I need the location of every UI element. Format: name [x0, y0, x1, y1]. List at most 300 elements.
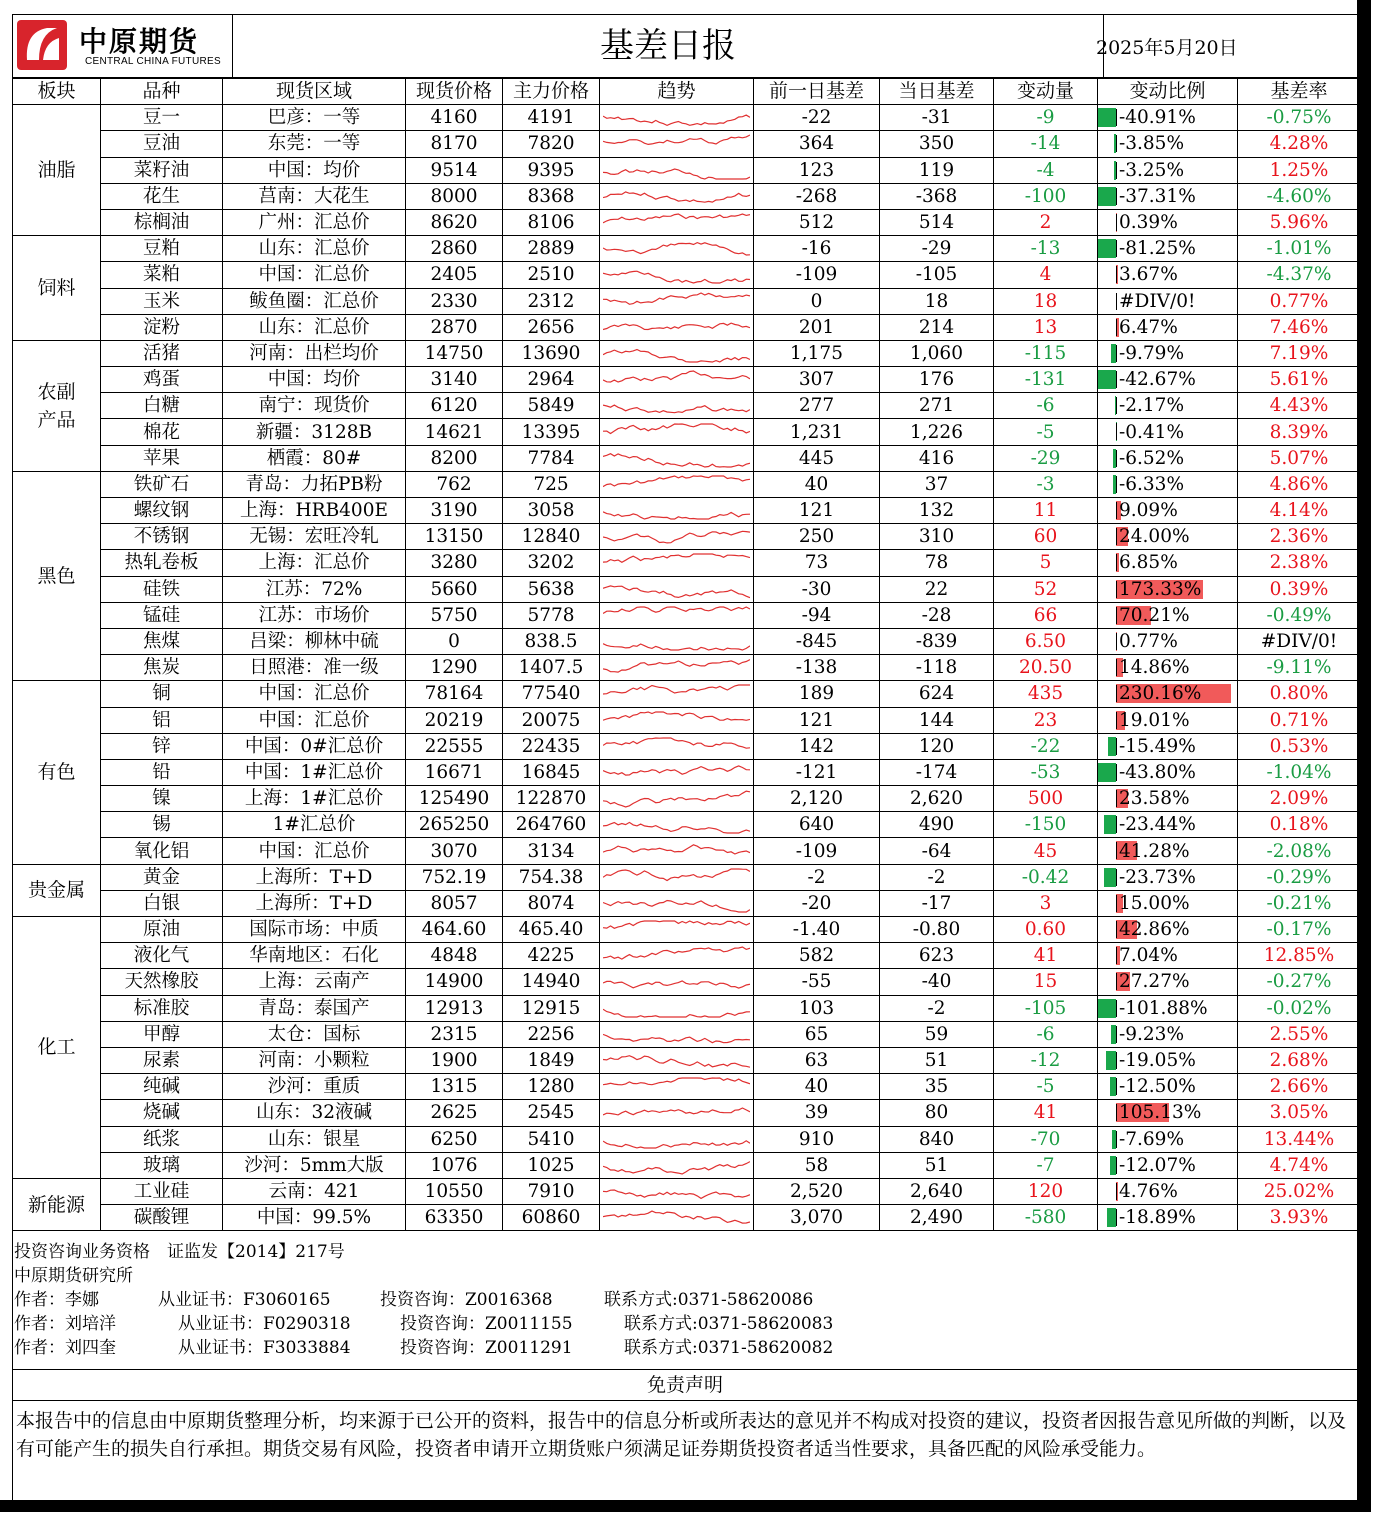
table-body: [13, 105, 1361, 1231]
prev-basis-cell: 2,120: [754, 786, 880, 812]
change-ratio-cell: [1098, 131, 1238, 157]
today-basis-cell: 37: [880, 471, 994, 497]
variety-cell: 螺纹钢: [101, 498, 223, 524]
change-cell: -12: [994, 1047, 1098, 1073]
main-price-cell: 2312: [503, 288, 600, 314]
basis-rate-cell: 12.85%: [1238, 943, 1361, 969]
change-ratio-cell: [1098, 969, 1238, 995]
company-logo: [15, 18, 235, 72]
trend-sparkline: [600, 209, 754, 235]
table-row: [13, 524, 1361, 550]
ratio-text: -7.69%: [1119, 1128, 1185, 1150]
today-basis-cell: -839: [880, 628, 994, 654]
variety-cell: 焦炭: [101, 655, 223, 681]
spot-price-cell: 8000: [406, 183, 503, 209]
spot-price-cell: 78164: [406, 681, 503, 707]
change-cell: -131: [994, 367, 1098, 393]
today-basis-cell: 120: [880, 733, 994, 759]
ratio-text: -9.79%: [1119, 342, 1185, 364]
trend-sparkline: [600, 786, 754, 812]
variety-cell: 铝: [101, 707, 223, 733]
main-price-cell: 12915: [503, 995, 600, 1021]
prev-basis-cell: 640: [754, 812, 880, 838]
prev-basis-cell: 39: [754, 1100, 880, 1126]
spot-region-cell: 沙河：5mm大版: [223, 1152, 406, 1178]
sector-cell: 贵金属: [13, 864, 101, 916]
today-basis-cell: 490: [880, 812, 994, 838]
change-cell: -3: [994, 471, 1098, 497]
main-price-cell: 8106: [503, 209, 600, 235]
ratio-text: -12.07%: [1119, 1154, 1196, 1176]
trend-sparkline: [600, 995, 754, 1021]
spot-region-cell: 上海所：T+D: [223, 864, 406, 890]
table-row: [13, 314, 1361, 340]
table-row: [13, 576, 1361, 602]
spot-price-cell: 3280: [406, 550, 503, 576]
change-ratio-cell: [1098, 733, 1238, 759]
main-price-cell: 1025: [503, 1152, 600, 1178]
variety-cell: 白银: [101, 890, 223, 916]
spot-region-cell: 河南：小颗粒: [223, 1047, 406, 1073]
trend-sparkline: [600, 393, 754, 419]
main-price-cell: 2545: [503, 1100, 600, 1126]
trend-sparkline: [600, 445, 754, 471]
prev-basis-cell: -109: [754, 838, 880, 864]
header-cell: 当日基差: [880, 79, 994, 105]
trend-sparkline: [600, 1152, 754, 1178]
basis-rate-cell: 2.38%: [1238, 550, 1361, 576]
spot-price-cell: 12913: [406, 995, 503, 1021]
basis-rate-cell: -0.49%: [1238, 602, 1361, 628]
report-header: [12, 14, 1358, 78]
today-basis-cell: -31: [880, 105, 994, 131]
basis-rate-cell: -0.75%: [1238, 105, 1361, 131]
basis-rate-cell: 5.61%: [1238, 367, 1361, 393]
change-cell: 500: [994, 786, 1098, 812]
table-row: [13, 1205, 1361, 1231]
change-ratio-cell: [1098, 550, 1238, 576]
change-ratio-cell: [1098, 236, 1238, 262]
variety-cell: 淀粉: [101, 314, 223, 340]
spot-price-cell: 8057: [406, 890, 503, 916]
spot-price-cell: 8620: [406, 209, 503, 235]
ratio-text: -3.85%: [1119, 133, 1185, 155]
spot-region-cell: 中国：0#汇总价: [223, 733, 406, 759]
basis-rate-cell: 8.39%: [1238, 419, 1361, 445]
spot-region-cell: 山东：银星: [223, 1126, 406, 1152]
change-ratio-cell: [1098, 340, 1238, 366]
author-row: [14, 1312, 1354, 1336]
change-cell: 2: [994, 209, 1098, 235]
prev-basis-cell: -2: [754, 864, 880, 890]
change-ratio-cell: [1098, 681, 1238, 707]
spot-price-cell: 1315: [406, 1074, 503, 1100]
change-ratio-cell: [1098, 890, 1238, 916]
ratio-text: 6.85%: [1119, 552, 1178, 574]
basis-rate-cell: 0.39%: [1238, 576, 1361, 602]
spot-region-cell: 中国：1#汇总价: [223, 759, 406, 785]
author-cert: 从业证书：F3060165: [158, 1290, 331, 1310]
spot-price-cell: 8170: [406, 131, 503, 157]
institute-name: 中原期货研究所: [14, 1266, 133, 1286]
basis-rate-cell: 7.19%: [1238, 340, 1361, 366]
table-row: [13, 471, 1361, 497]
trend-sparkline: [600, 1047, 754, 1073]
ratio-text: 19.01%: [1119, 709, 1190, 731]
today-basis-cell: -368: [880, 183, 994, 209]
change-cell: 66: [994, 602, 1098, 628]
spot-region-cell: 云南：421: [223, 1178, 406, 1204]
variety-cell: 工业硅: [101, 1178, 223, 1204]
change-cell: 52: [994, 576, 1098, 602]
prev-basis-cell: -121: [754, 759, 880, 785]
main-price-cell: 1407.5: [503, 655, 600, 681]
report-title: 基差日报: [232, 15, 1104, 77]
trend-sparkline: [600, 1126, 754, 1152]
basis-rate-cell: -4.60%: [1238, 183, 1361, 209]
disclaimer-body: 本报告中的信息由中原期货整理分析，均来源于已公开的资料，报告中的信息分析或所表达的意见并不构成对投资的建议，投资者因报告意见所做的判断，以及有可能产生的损失自行承担。期货交易有风险，投资者申请开立期货账户须满足证券期货投资者适当性要求，具备匹配的风险承受能力。: [16, 1410, 1347, 1460]
variety-cell: 铅: [101, 759, 223, 785]
spot-region-cell: 1#汇总价: [223, 812, 406, 838]
trend-sparkline: [600, 236, 754, 262]
prev-basis-cell: 121: [754, 707, 880, 733]
ratio-text: 105.13%: [1119, 1102, 1202, 1124]
variety-cell: 纯碱: [101, 1074, 223, 1100]
sector-cell: 农副产品: [13, 340, 101, 471]
spot-price-cell: 63350: [406, 1205, 503, 1231]
ratio-text: 9.09%: [1119, 500, 1178, 522]
today-basis-cell: 840: [880, 1126, 994, 1152]
change-ratio-cell: [1098, 1152, 1238, 1178]
variety-cell: 豆油: [101, 131, 223, 157]
table-row: [13, 1178, 1361, 1204]
basis-rate-cell: 4.28%: [1238, 131, 1361, 157]
spot-region-cell: 中国：99.5%: [223, 1205, 406, 1231]
spot-region-cell: 河南：出栏均价: [223, 340, 406, 366]
author-author: 作者：刘四奎: [14, 1338, 116, 1358]
ratio-text: 24.00%: [1119, 526, 1190, 548]
main-price-cell: 60860: [503, 1205, 600, 1231]
prev-basis-cell: 73: [754, 550, 880, 576]
main-price-cell: 725: [503, 471, 600, 497]
variety-cell: 鸡蛋: [101, 367, 223, 393]
variety-cell: 锡: [101, 812, 223, 838]
ratio-text: -23.44%: [1119, 814, 1196, 836]
spot-price-cell: 2625: [406, 1100, 503, 1126]
change-cell: -115: [994, 340, 1098, 366]
basis-rate-cell: 0.53%: [1238, 733, 1361, 759]
trend-sparkline: [600, 1178, 754, 1204]
header-cell: 现货区域: [223, 79, 406, 105]
variety-cell: 纸浆: [101, 1126, 223, 1152]
change-cell: -0.42: [994, 864, 1098, 890]
change-ratio-cell: [1098, 628, 1238, 654]
change-cell: 23: [994, 707, 1098, 733]
today-basis-cell: 78: [880, 550, 994, 576]
spot-price-cell: 4848: [406, 943, 503, 969]
table-row: [13, 838, 1361, 864]
ratio-text: 6.47%: [1119, 316, 1178, 338]
spot-region-cell: 鲅鱼圈：汇总价: [223, 288, 406, 314]
today-basis-cell: -64: [880, 838, 994, 864]
ratio-text: 4.76%: [1119, 1180, 1178, 1202]
change-ratio-cell: [1098, 105, 1238, 131]
ratio-text: -6.52%: [1119, 447, 1185, 469]
change-cell: 6.50: [994, 628, 1098, 654]
spot-price-cell: 762: [406, 471, 503, 497]
main-price-cell: 465.40: [503, 917, 600, 943]
spot-region-cell: 中国：汇总价: [223, 838, 406, 864]
spot-region-cell: 中国：汇总价: [223, 262, 406, 288]
table-row: [13, 340, 1361, 366]
author-consult: 投资咨询：Z0016368: [380, 1290, 553, 1310]
table-row: [13, 602, 1361, 628]
author-consult: 投资咨询：Z0011155: [400, 1314, 573, 1334]
today-basis-cell: -2: [880, 864, 994, 890]
spot-price-cell: 14750: [406, 340, 503, 366]
change-cell: -580: [994, 1205, 1098, 1231]
table-row: [13, 498, 1361, 524]
spot-price-cell: 2870: [406, 314, 503, 340]
ratio-text: -0.41%: [1119, 421, 1185, 443]
spot-region-cell: 太仓：国标: [223, 1021, 406, 1047]
basis-rate-cell: 7.46%: [1238, 314, 1361, 340]
basis-rate-cell: 3.05%: [1238, 1100, 1361, 1126]
ratio-text: 42.86%: [1119, 919, 1190, 941]
logo-cn-text: 中原期货: [79, 25, 200, 58]
basis-rate-cell: -0.27%: [1238, 969, 1361, 995]
today-basis-cell: 2,640: [880, 1178, 994, 1204]
ratio-text: -23.73%: [1119, 866, 1196, 888]
ratio-text: -6.33%: [1119, 473, 1185, 495]
spot-price-cell: 6250: [406, 1126, 503, 1152]
header-cell: 基差率: [1238, 79, 1361, 105]
change-ratio-cell: [1098, 943, 1238, 969]
variety-cell: 菜籽油: [101, 157, 223, 183]
prev-basis-cell: 307: [754, 367, 880, 393]
main-price-cell: 16845: [503, 759, 600, 785]
prev-basis-cell: 1,231: [754, 419, 880, 445]
basis-rate-cell: 5.07%: [1238, 445, 1361, 471]
table-row: [13, 890, 1361, 916]
today-basis-cell: 144: [880, 707, 994, 733]
change-cell: 45: [994, 838, 1098, 864]
spot-region-cell: 栖霞：80#: [223, 445, 406, 471]
ratio-text: 173.33%: [1119, 578, 1202, 600]
table-row: [13, 393, 1361, 419]
today-basis-cell: 51: [880, 1152, 994, 1178]
change-cell: -7: [994, 1152, 1098, 1178]
change-ratio-cell: [1098, 183, 1238, 209]
table-row: [13, 105, 1361, 131]
basis-rate-cell: 4.86%: [1238, 471, 1361, 497]
ratio-text: -43.80%: [1119, 761, 1196, 783]
variety-cell: 白糖: [101, 393, 223, 419]
basis-rate-cell: 0.77%: [1238, 288, 1361, 314]
variety-cell: 焦煤: [101, 628, 223, 654]
prev-basis-cell: 445: [754, 445, 880, 471]
basis-rate-cell: 2.36%: [1238, 524, 1361, 550]
basis-rate-cell: 4.74%: [1238, 1152, 1361, 1178]
main-price-cell: 13395: [503, 419, 600, 445]
spot-price-cell: 2405: [406, 262, 503, 288]
today-basis-cell: 22: [880, 576, 994, 602]
spot-region-cell: 莒南：大花生: [223, 183, 406, 209]
table-row: [13, 419, 1361, 445]
today-basis-cell: -17: [880, 890, 994, 916]
trend-sparkline: [600, 576, 754, 602]
prev-basis-cell: 910: [754, 1126, 880, 1152]
trend-sparkline: [600, 759, 754, 785]
main-price-cell: 1849: [503, 1047, 600, 1073]
basis-rate-cell: -1.04%: [1238, 759, 1361, 785]
main-price-cell: 20075: [503, 707, 600, 733]
spot-region-cell: 上海：汇总价: [223, 550, 406, 576]
basis-rate-cell: -0.02%: [1238, 995, 1361, 1021]
variety-cell: 不锈钢: [101, 524, 223, 550]
ratio-text: 23.58%: [1119, 788, 1190, 810]
variety-cell: 标准胶: [101, 995, 223, 1021]
trend-sparkline: [600, 628, 754, 654]
change-ratio-cell: [1098, 759, 1238, 785]
today-basis-cell: 214: [880, 314, 994, 340]
variety-cell: 苹果: [101, 445, 223, 471]
variety-cell: 镍: [101, 786, 223, 812]
table-row: [13, 969, 1361, 995]
ratio-text: 0.77%: [1119, 631, 1178, 653]
spot-region-cell: 山东：汇总价: [223, 314, 406, 340]
main-price-cell: 754.38: [503, 864, 600, 890]
spot-price-cell: 13150: [406, 524, 503, 550]
prev-basis-cell: 40: [754, 1074, 880, 1100]
trend-sparkline: [600, 262, 754, 288]
trend-sparkline: [600, 419, 754, 445]
author-row: [14, 1336, 1354, 1360]
ratio-text: #DIV/0!: [1119, 290, 1196, 312]
sector-cell: 有色: [13, 681, 101, 864]
table-row: [13, 1047, 1361, 1073]
trend-sparkline: [600, 890, 754, 916]
main-price-cell: 2510: [503, 262, 600, 288]
spot-price-cell: 9514: [406, 157, 503, 183]
today-basis-cell: 2,620: [880, 786, 994, 812]
main-price-cell: 9395: [503, 157, 600, 183]
prev-basis-cell: 123: [754, 157, 880, 183]
spot-price-cell: 1290: [406, 655, 503, 681]
spot-region-cell: 华南地区：石化: [223, 943, 406, 969]
today-basis-cell: 18: [880, 288, 994, 314]
trend-sparkline: [600, 917, 754, 943]
author-contact: 联系方式:0371-58620086: [604, 1290, 814, 1310]
change-ratio-cell: [1098, 812, 1238, 838]
ratio-text: -101.88%: [1119, 997, 1208, 1019]
today-basis-cell: 59: [880, 1021, 994, 1047]
change-ratio-cell: [1098, 1100, 1238, 1126]
today-basis-cell: 35: [880, 1074, 994, 1100]
trend-sparkline: [600, 550, 754, 576]
change-cell: -70: [994, 1126, 1098, 1152]
trend-sparkline: [600, 969, 754, 995]
today-basis-cell: -28: [880, 602, 994, 628]
ratio-text: 27.27%: [1119, 971, 1190, 993]
spot-region-cell: 中国：均价: [223, 367, 406, 393]
ratio-text: -42.67%: [1119, 369, 1196, 391]
today-basis-cell: -105: [880, 262, 994, 288]
spot-price-cell: 10550: [406, 1178, 503, 1204]
spot-region-cell: 广州：汇总价: [223, 209, 406, 235]
change-cell: 11: [994, 498, 1098, 524]
change-ratio-cell: [1098, 1126, 1238, 1152]
main-price-cell: 2256: [503, 1021, 600, 1047]
ratio-text: 15.00%: [1119, 892, 1190, 914]
spot-region-cell: 国际市场：中质: [223, 917, 406, 943]
basis-rate-cell: -9.11%: [1238, 655, 1361, 681]
table-row: [13, 157, 1361, 183]
change-ratio-cell: [1098, 393, 1238, 419]
main-price-cell: 122870: [503, 786, 600, 812]
basis-rate-cell: 3.93%: [1238, 1205, 1361, 1231]
change-ratio-cell: [1098, 262, 1238, 288]
change-ratio-cell: [1098, 1178, 1238, 1204]
ratio-text: -81.25%: [1119, 238, 1196, 260]
prev-basis-cell: 65: [754, 1021, 880, 1047]
change-ratio-cell: [1098, 838, 1238, 864]
variety-cell: 原油: [101, 917, 223, 943]
trend-sparkline: [600, 471, 754, 497]
basis-rate-cell: -0.17%: [1238, 917, 1361, 943]
table-row: [13, 367, 1361, 393]
prev-basis-cell: 277: [754, 393, 880, 419]
logo-en-text: CENTRAL CHINA FUTURES: [85, 56, 221, 67]
change-ratio-cell: [1098, 471, 1238, 497]
main-price-cell: 7820: [503, 131, 600, 157]
ratio-text: -37.31%: [1119, 185, 1196, 207]
basis-rate-cell: -0.21%: [1238, 890, 1361, 916]
change-cell: 5: [994, 550, 1098, 576]
spot-price-cell: 1076: [406, 1152, 503, 1178]
spot-price-cell: 265250: [406, 812, 503, 838]
prev-basis-cell: -845: [754, 628, 880, 654]
today-basis-cell: 132: [880, 498, 994, 524]
table-row: [13, 1152, 1361, 1178]
prev-basis-cell: -138: [754, 655, 880, 681]
prev-basis-cell: -16: [754, 236, 880, 262]
table-row: [13, 812, 1361, 838]
table-row: [13, 236, 1361, 262]
header-cell: 主力价格: [503, 79, 600, 105]
table-row: [13, 786, 1361, 812]
logo-mark-icon: [17, 20, 67, 70]
ratio-text: 230.16%: [1119, 683, 1202, 705]
ratio-text: -12.50%: [1119, 1076, 1196, 1098]
main-price-cell: 3202: [503, 550, 600, 576]
author-contact: 联系方式:0371-58620083: [624, 1314, 834, 1334]
main-price-cell: 4225: [503, 943, 600, 969]
change-cell: -9: [994, 105, 1098, 131]
change-cell: -5: [994, 419, 1098, 445]
ratio-text: 14.86%: [1119, 657, 1190, 679]
today-basis-cell: 2,490: [880, 1205, 994, 1231]
variety-cell: 甲醇: [101, 1021, 223, 1047]
variety-cell: 热轧卷板: [101, 550, 223, 576]
table-row: [13, 288, 1361, 314]
today-basis-cell: 623: [880, 943, 994, 969]
prev-basis-cell: -55: [754, 969, 880, 995]
today-basis-cell: 176: [880, 367, 994, 393]
spot-price-cell: 8200: [406, 445, 503, 471]
change-cell: 15: [994, 969, 1098, 995]
sector-cell: 油脂: [13, 105, 101, 236]
